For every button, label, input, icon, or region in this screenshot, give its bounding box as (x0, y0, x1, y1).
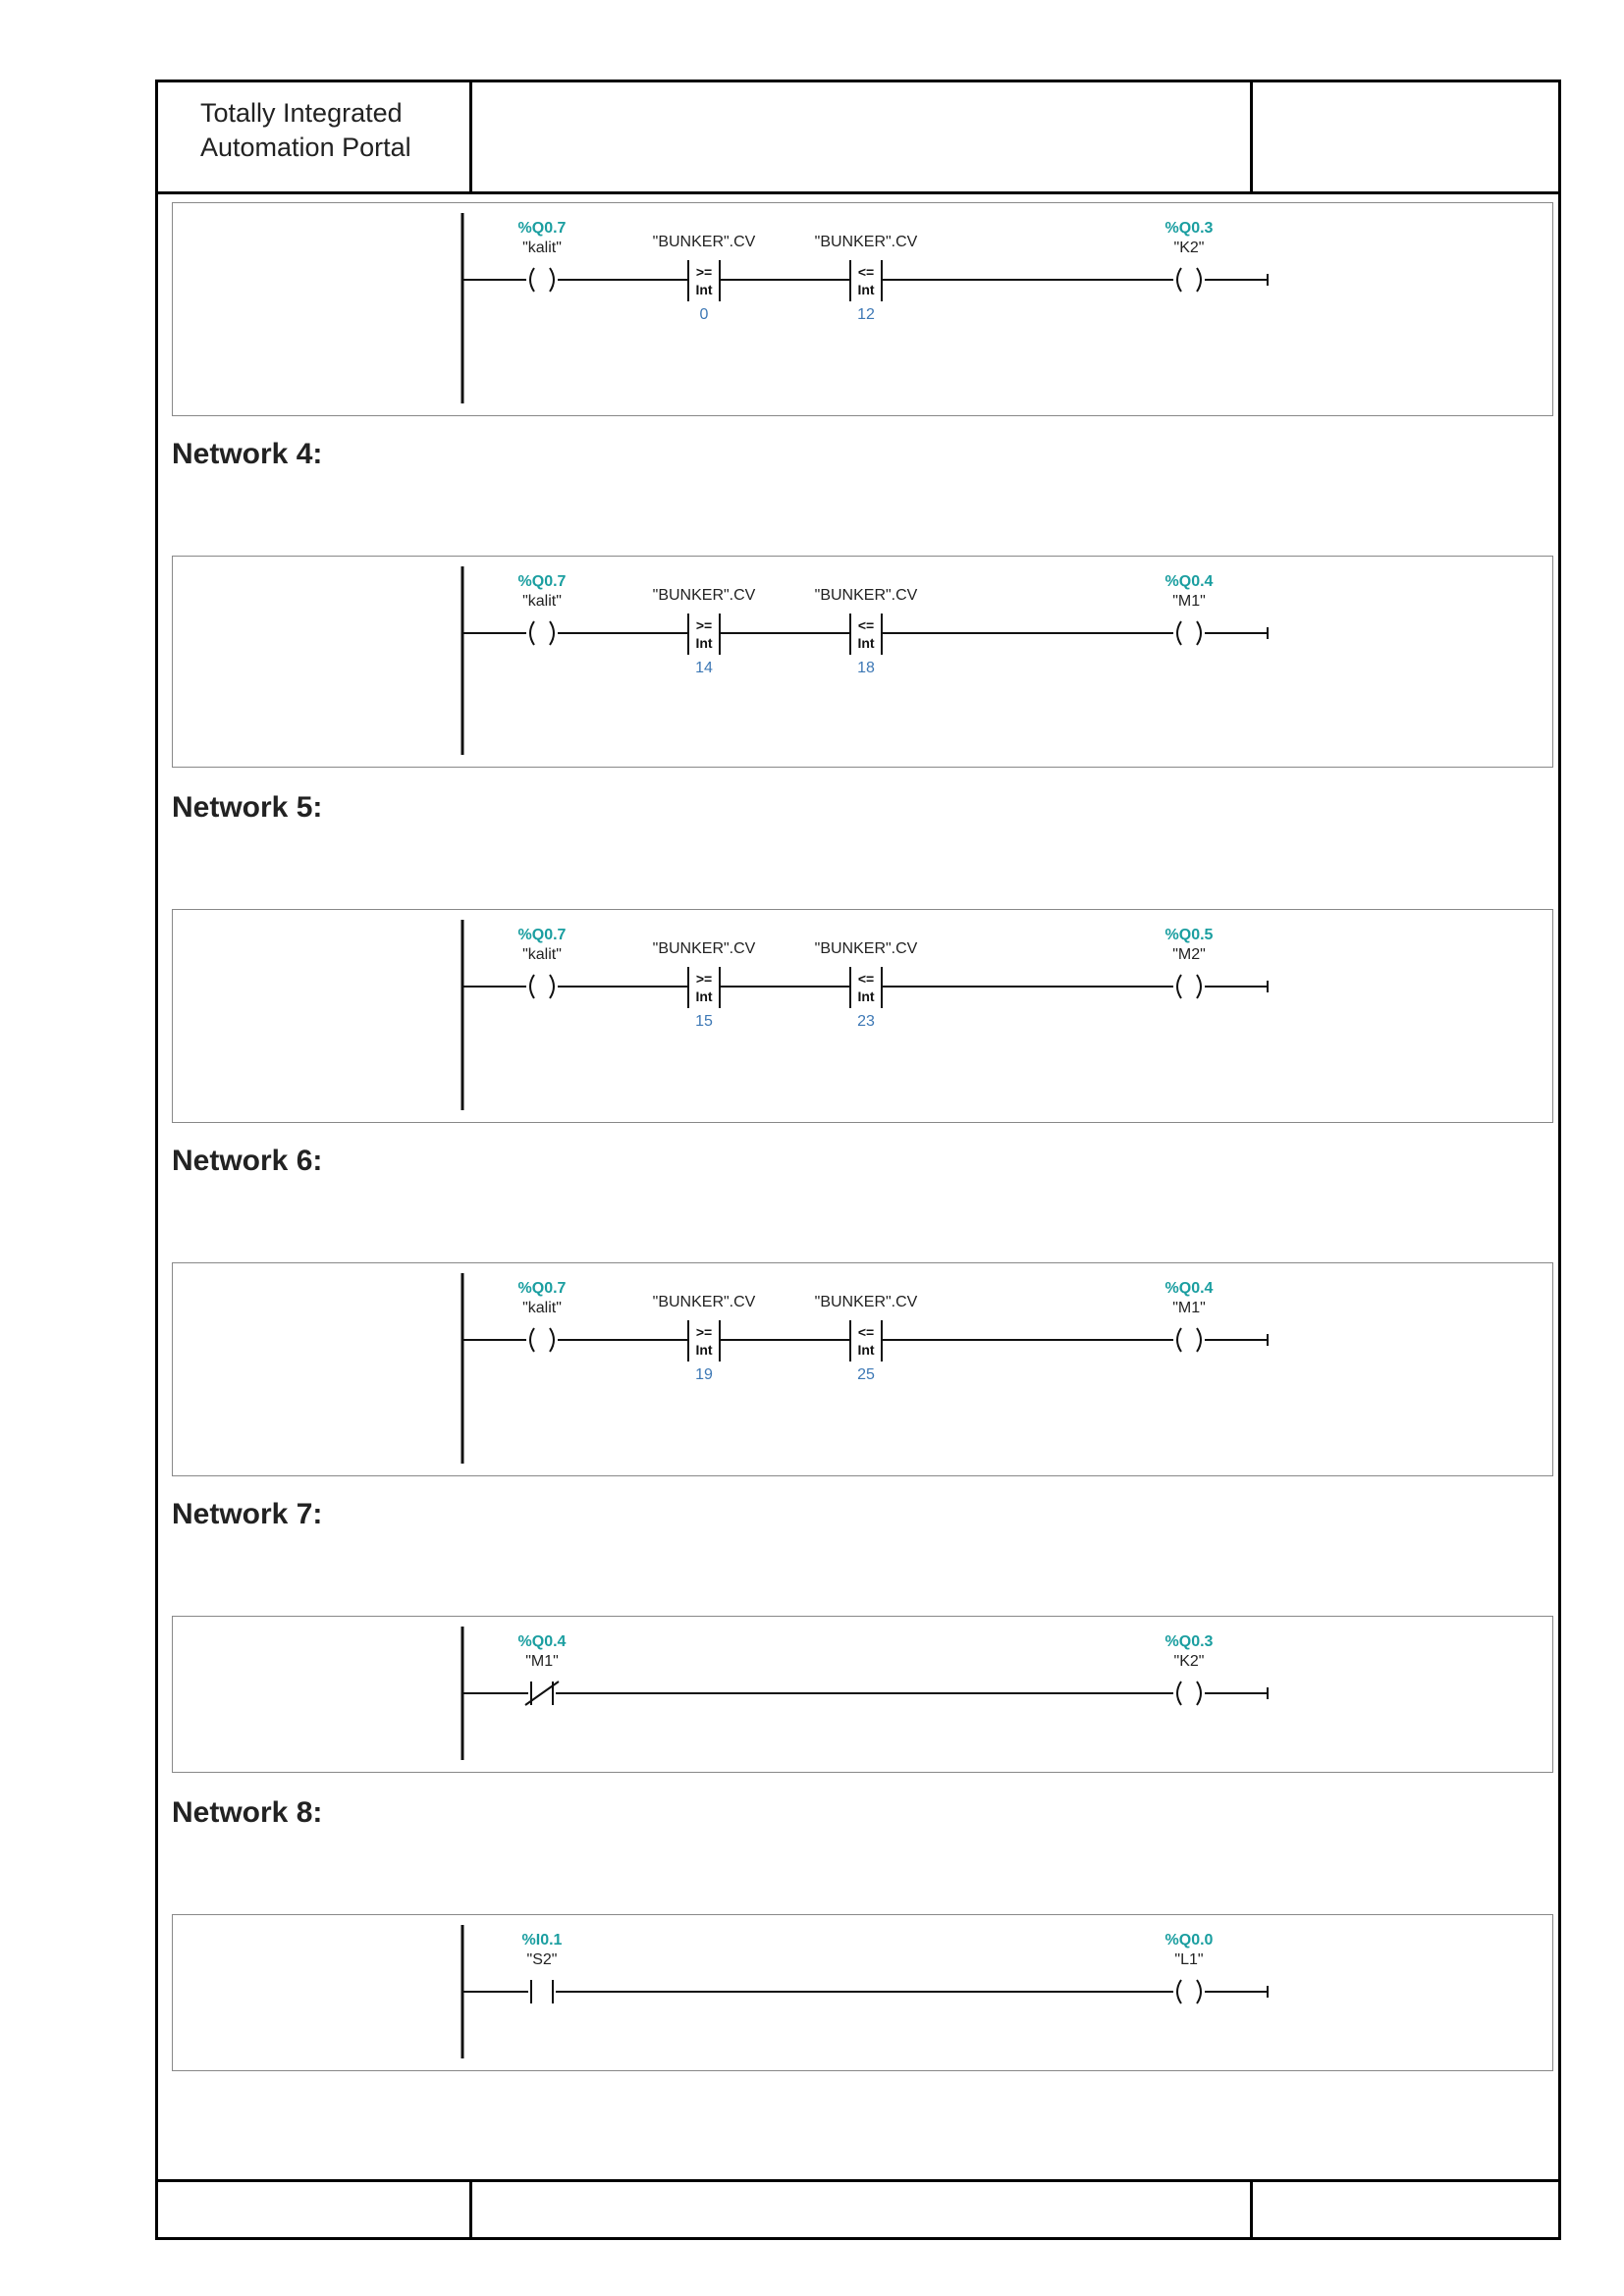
network-box (172, 202, 1553, 416)
output-tag: "L1" (1174, 1951, 1204, 1968)
network-title: Network 5: (172, 791, 323, 824)
compare-type: Int (695, 282, 713, 297)
output-address: %Q0.0 (1164, 1932, 1214, 1949)
compare-value: 23 (857, 1013, 875, 1030)
compare-type: Int (695, 635, 713, 651)
network-box (172, 1914, 1553, 2071)
compare-operator: >= (695, 1324, 713, 1340)
coil-tag: "kalit" (522, 593, 562, 610)
compare-value: 0 (699, 306, 709, 323)
footer-row (158, 2179, 1558, 2237)
contact-tag: "S2" (526, 1951, 558, 1968)
header-divider (469, 82, 472, 191)
network-box (172, 1616, 1553, 1773)
output-address: %Q0.4 (1164, 573, 1214, 590)
compare-value: 19 (695, 1366, 713, 1383)
compare-value: 25 (857, 1366, 875, 1383)
normally-closed-contact (525, 1682, 559, 1705)
compare-operator: <= (857, 617, 875, 633)
ladder-rung (173, 203, 1554, 417)
compare-value: 12 (857, 306, 875, 323)
header-divider (1250, 82, 1253, 191)
coil-address: %Q0.7 (517, 573, 567, 590)
coil-symbol (526, 973, 558, 1000)
coil-address: %Q0.7 (517, 220, 567, 237)
compare-operand: "BUNKER".CV (814, 940, 918, 957)
output-tag: "M1" (1172, 593, 1206, 610)
contact-address: %Q0.4 (517, 1633, 567, 1650)
coil-symbol (526, 619, 558, 647)
network-box (172, 556, 1553, 768)
ladder-rung (173, 910, 1554, 1124)
contact-tag: "M1" (525, 1653, 559, 1670)
compare-type: Int (857, 635, 875, 651)
compare-type: Int (857, 1342, 875, 1358)
output-address: %Q0.3 (1164, 1633, 1214, 1650)
compare-operand: "BUNKER".CV (814, 587, 918, 604)
compare-value: 18 (857, 660, 875, 676)
compare-operator: >= (695, 971, 713, 987)
network-box (172, 909, 1553, 1123)
compare-type: Int (857, 988, 875, 1004)
footer-divider (1250, 2182, 1253, 2237)
contact-address: %I0.1 (521, 1932, 563, 1949)
coil-tag: "kalit" (522, 240, 562, 256)
coil-symbol (526, 1326, 558, 1354)
normally-open-contact (528, 1980, 556, 2003)
network-title: Network 4: (172, 438, 323, 470)
compare-value: 14 (695, 660, 713, 676)
compare-operand: "BUNKER".CV (652, 1294, 756, 1310)
compare-type: Int (695, 988, 713, 1004)
ladder-rung (173, 1263, 1554, 1477)
output-tag: "M2" (1172, 946, 1206, 963)
compare-operator: <= (857, 971, 875, 987)
output-address: %Q0.4 (1164, 1280, 1214, 1297)
compare-operator: <= (857, 264, 875, 280)
output-tag: "M1" (1172, 1300, 1206, 1316)
portal-title (200, 96, 456, 165)
coil-tag: "kalit" (522, 946, 562, 963)
output-tag: "K2" (1173, 240, 1205, 256)
footer-divider (469, 2182, 472, 2237)
ladder-rung (173, 1617, 1554, 1774)
network-title: Network 7: (172, 1498, 323, 1530)
output-address: %Q0.3 (1164, 220, 1214, 237)
compare-operand: "BUNKER".CV (814, 1294, 918, 1310)
compare-type: Int (857, 282, 875, 297)
compare-operator: <= (857, 1324, 875, 1340)
portal-title-line2: Automation Portal (200, 133, 411, 162)
coil-address: %Q0.7 (517, 927, 567, 943)
compare-operand: "BUNKER".CV (652, 234, 756, 250)
compare-operand: "BUNKER".CV (652, 587, 756, 604)
compare-type: Int (695, 1342, 713, 1358)
compare-operator: >= (695, 617, 713, 633)
output-address: %Q0.5 (1164, 927, 1214, 943)
compare-operand: "BUNKER".CV (814, 234, 918, 250)
coil-tag: "kalit" (522, 1300, 562, 1316)
ladder-rung (173, 557, 1554, 769)
ladder-rung (173, 1915, 1554, 2072)
network-box (172, 1262, 1553, 1476)
output-tag: "K2" (1173, 1653, 1205, 1670)
network-title: Network 8: (172, 1796, 323, 1829)
portal-title-line1: Totally Integrated (200, 98, 403, 128)
compare-value: 15 (695, 1013, 713, 1030)
network-title: Network 6: (172, 1145, 323, 1177)
compare-operand: "BUNKER".CV (652, 940, 756, 957)
compare-operator: >= (695, 264, 713, 280)
coil-address: %Q0.7 (517, 1280, 567, 1297)
coil-symbol (526, 266, 558, 294)
